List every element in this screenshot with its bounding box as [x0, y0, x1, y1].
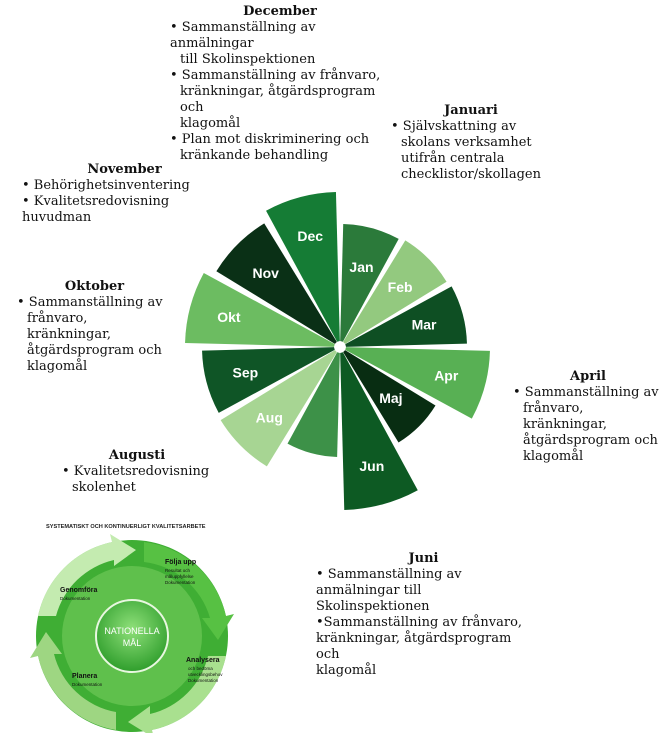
note-line: åtgärdsprogram och [27, 343, 162, 358]
stage-follow-up-sub: Dokumentation [165, 580, 196, 585]
cycle-heading: SYSTEMATISKT OCH KONTINUERLIGT KVALITETSARBETE [46, 524, 206, 530]
note-line: skolenhet [72, 480, 136, 495]
cycle-center-line2: MÅL [122, 638, 142, 648]
note-line: •Sammanställning av frånvaro, [316, 615, 523, 630]
note-line: klagomål [523, 449, 584, 464]
note-line: kränkningar, åtgärdsprogram och [316, 631, 512, 662]
note-title: Oktober [64, 279, 125, 294]
note-line: • Självskattning av [391, 119, 517, 134]
month-label-okt: Okt [217, 309, 241, 326]
note-line: kränkande behandling [180, 148, 329, 163]
note-line: • Sammanställning av [513, 385, 659, 400]
note-line: • Plan mot diskriminering och [170, 132, 370, 147]
stage-follow-up-title: Följa upp [165, 559, 197, 566]
cycle-center-line1: NATIONELLA [104, 626, 160, 636]
note-line: klagomål [316, 663, 377, 678]
note-title: December [243, 4, 317, 19]
note-line: • Sammanställning av [316, 567, 462, 582]
stage-analyze-title: Analysera [186, 657, 220, 664]
note-line: • Kvalitetsredovisning [62, 464, 210, 479]
note-line: skolans verksamhet [401, 135, 532, 150]
stage-execute-title: Genomföra [60, 587, 98, 594]
note-line: klagomål [27, 359, 88, 374]
note-augusti [62, 448, 212, 496]
note-januari [391, 103, 551, 183]
note-line: åtgärdsprogram och [523, 433, 658, 448]
note-line: utifrån centrala [401, 151, 505, 166]
note-title: April [570, 369, 606, 384]
month-label-feb: Feb [387, 278, 413, 295]
stage-plan-sub: Dokumentation [72, 682, 103, 687]
note-title: November [87, 162, 162, 177]
note-title: Juni [408, 551, 439, 566]
stage-follow-up-sub: måluppfyllelse [165, 574, 194, 579]
month-label-apr: Apr [434, 367, 459, 384]
stage-analyze-sub: utvecklingsbehov [188, 672, 223, 677]
note-line: klagomål [180, 116, 241, 131]
note-oktober [17, 279, 172, 375]
stage-plan-title: Planera [72, 673, 98, 680]
note-line: • Sammanställning av [17, 295, 163, 310]
cycle-center [96, 600, 168, 672]
note-line: checklistor/skollagen [401, 167, 541, 182]
note-line: anmälningar till Skolinspektionen [316, 583, 430, 614]
note-title: Augusti [108, 448, 166, 463]
month-label-dec: Dec [297, 227, 324, 244]
quality-cycle-diagram [20, 518, 260, 733]
month-label-nov: Nov [252, 264, 279, 281]
note-november [22, 162, 227, 226]
month-label-jan: Jan [349, 258, 374, 275]
note-line: • Sammanställning av anmälningar [170, 20, 316, 51]
month-label-maj: Maj [379, 389, 403, 406]
note-line: frånvaro, kränkningar, [27, 311, 111, 342]
note-line: kränkningar, åtgärdsprogram och [180, 84, 376, 115]
note-line: till Skolinspektionen [180, 52, 316, 67]
note-line: frånvaro, kränkningar, [523, 401, 607, 432]
month-label-jun: Jun [359, 457, 385, 474]
month-label-aug: Aug [255, 409, 283, 426]
stage-analyze-sub: och bedöma [188, 666, 213, 671]
month-label-sep: Sep [232, 364, 259, 381]
note-december [170, 4, 390, 164]
note-title: Januari [444, 103, 498, 118]
stage-follow-up-sub: Resultat och [165, 568, 191, 573]
note-juni [316, 551, 531, 679]
note-line: • Kvalitetsredovisning huvudman [22, 194, 170, 225]
month-label-mar: Mar [411, 316, 437, 333]
note-line: • Behörighetsinventering [22, 178, 190, 193]
note-line: • Sammanställning av frånvaro, [170, 68, 381, 83]
stage-analyze-sub: Dokumentation [188, 678, 219, 683]
stage-execute-sub: Dokumentation [60, 596, 91, 601]
note-april [513, 369, 663, 465]
